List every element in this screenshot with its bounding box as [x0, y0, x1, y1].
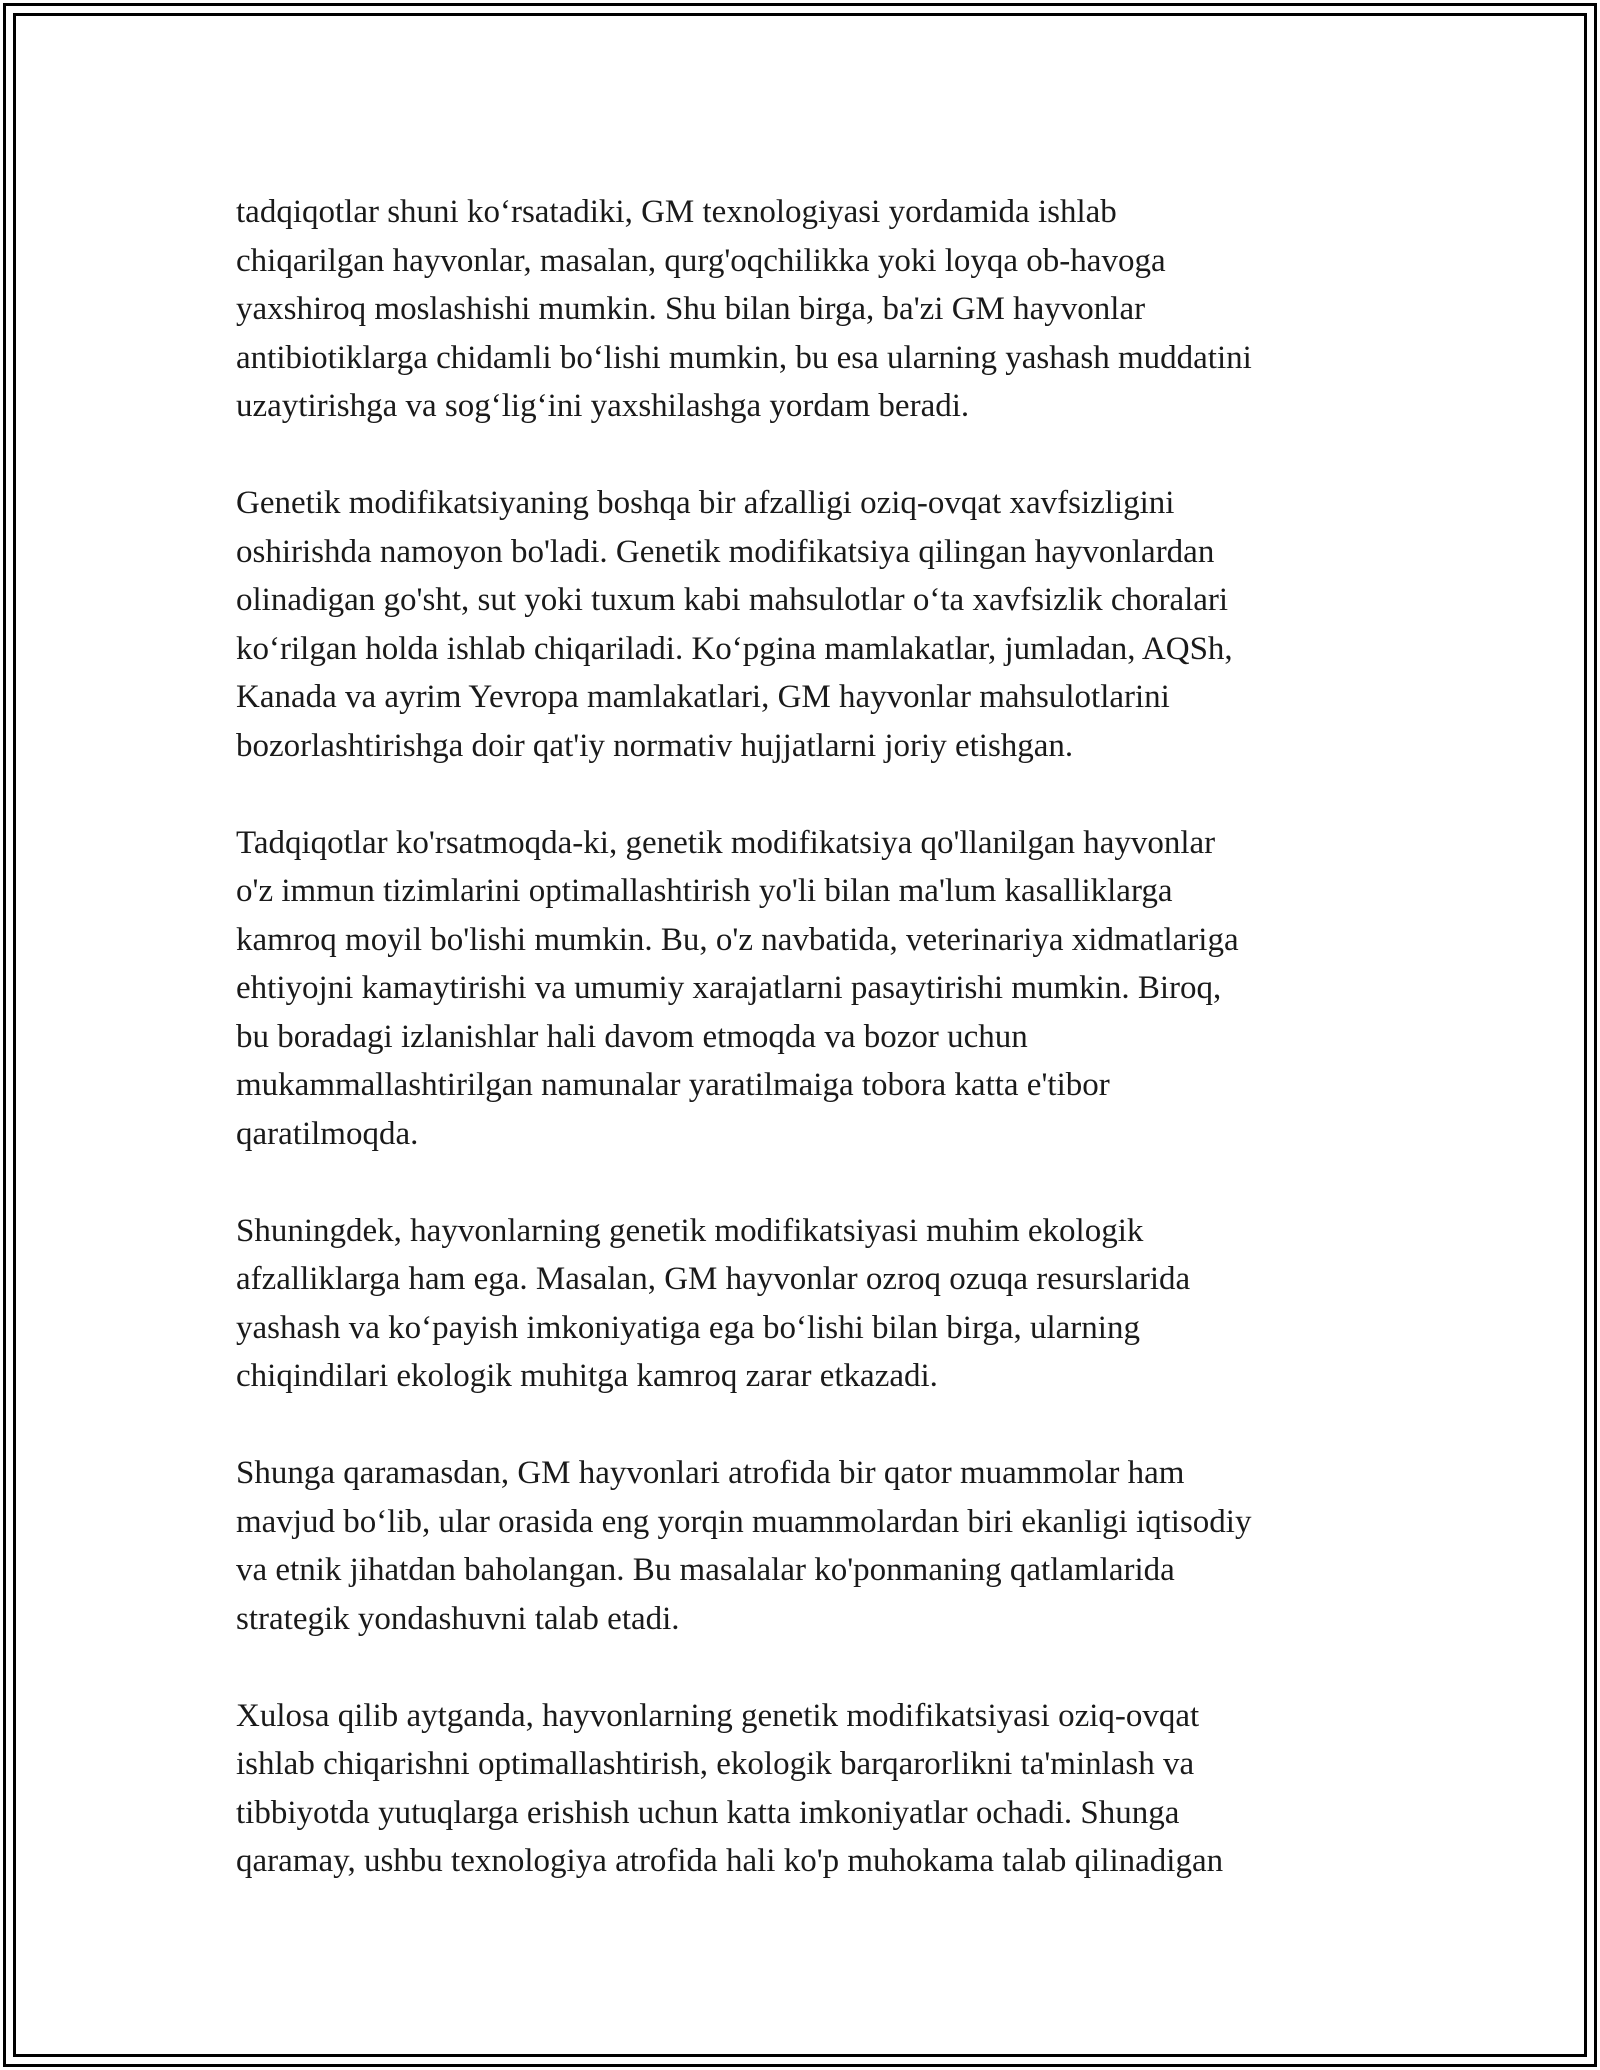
paragraph-gm-adaptation: tadqiqotlar shuni ko‘rsatadiki, GM texnologiyasi yordamida ishlab chiqarilgan hayvonlar, masalan, qurg'oqchilikka yoki loyqa ob-havoga yaxshiroq moslashishi mumkin. Shu bilan birga, ba'zi GM hayvonlar antibiotiklarga chidamli bo‘lishi mumkin, bu esa ularning yashash muddatini uzaytirishga va sog‘lig‘ini yaxshilashga yordam beradi. — [236, 194, 1252, 424]
paragraph-food-safety: Genetik modifikatsiyaning boshqa bir afzalligi oziq-ovqat xavfsizligini oshirishda namoyon bo'ladi. Genetik modifikatsiya qilingan hayvonlardan olinadigan go'sht, sut yoki tuxum kabi mahsulotlar o‘ta xavfsizlik choralari ko‘rilgan holda ishlab chiqariladi. Ko‘pgina mamlakatlar, jumladan, AQSh, Kanada va ayrim Yevropa mamlakatlari, GM hayvonlar mahsulotlarini bozorlashtirishga doir qat'iy normativ hujjatlarni joriy etishgan. — [236, 485, 1233, 764]
paragraph-problems: Shunga qaramasdan, GM hayvonlari atrofida bir qator muammolar ham mavjud bo‘lib, ular orasida eng yorqin muammolardan biri ekanligi iqtisodiy va etnik jihatdan baholangan. Bu masalalar ko'ponmaning qatlamlarida strategik yondashuvni talab etadi. — [236, 1455, 1252, 1637]
paragraph-immune-systems: Tadqiqotlar ko'rsatmoqda-ki, genetik modifikatsiya qo'llanilgan hayvonlar o'z immun tizimlarini optimallashtirish yo'li bilan ma'lum kasalliklarga kamroq moyil bo'lishi mumkin. Bu, o'z navbatida, veterinariya xidmatlariga ehtiyojni kamaytirishi va umumiy xarajatlarni pasaytirishi mumkin. Biroq, bu boradagi izlanishlar hali davom etmoqda va bozor uchun mukammallashtirilgan namunalar yaratilmaiga tobora katta e'tibor qaratilmoqda. — [236, 824, 1239, 1152]
paragraph-ecological-benefits: Shuningdek, hayvonlarning genetik modifikatsiyasi muhim ekologik afzalliklarga ham ega. Masalan, GM hayvonlar ozroq ozuqa resurslarida yashash va ko‘payish imkoniyatiga ega bo‘lishi bilan birga, ularning chiqindilari ekologik muhitga kamroq zarar etkazadi. — [236, 1212, 1191, 1394]
paragraph-conclusion: Xulosa qilib aytganda, hayvonlarning genetik modifikatsiyasi oziq-ovqat ishlab chiqarishni optimallashtirish, ekologik barqarorlikni ta'minlash va tibbiyotda yutuqlarga erishish uchun katta imkoniyatlar ochadi. Shunga qaramay, ushbu texnologiya atrofida hali ko'p muhokama talab qilinadigan — [236, 1697, 1224, 1879]
document-body — [236, 188, 1366, 1886]
